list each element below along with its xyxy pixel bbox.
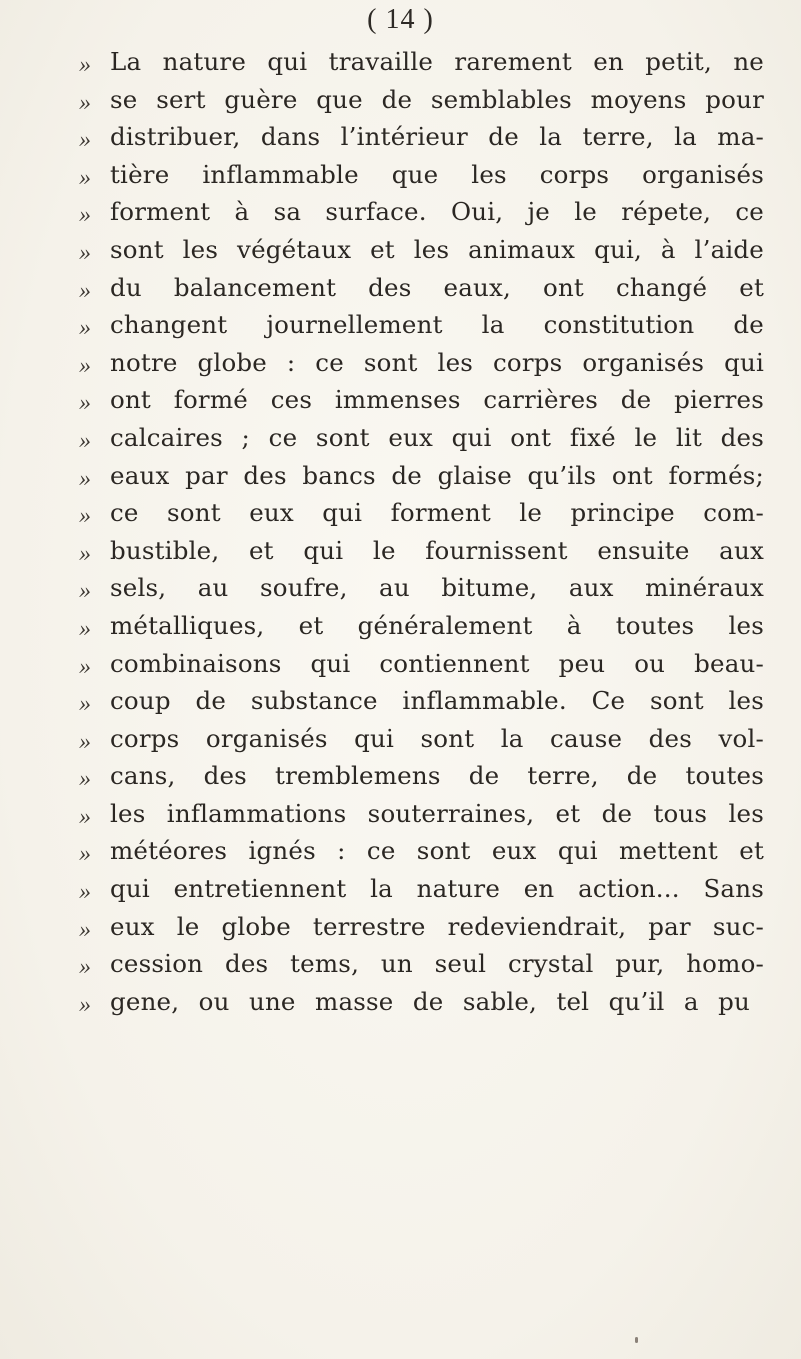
page-number: ( 14 ) xyxy=(367,4,434,35)
line-text: combinaisons qui contiennent peu ou beau- xyxy=(110,648,764,678)
quote-mark: » xyxy=(79,653,91,680)
quote-mark: » xyxy=(79,766,91,793)
quote-mark: » xyxy=(79,879,91,906)
text-line xyxy=(79,945,792,983)
line-text: eux le globe terrestre redeviendrait, par suc- xyxy=(110,911,764,941)
text-line xyxy=(79,682,792,720)
text-line xyxy=(79,419,792,457)
quote-mark: » xyxy=(79,202,91,229)
quote-mark: » xyxy=(79,277,91,304)
quote-mark: » xyxy=(79,578,91,605)
text-line xyxy=(79,156,792,194)
quote-mark: » xyxy=(79,841,91,868)
quote-mark: » xyxy=(79,615,91,642)
line-text: La nature qui travaille rarement en petit, ne xyxy=(110,47,764,76)
quote-mark: » xyxy=(79,239,91,266)
text-line xyxy=(79,494,792,532)
text-line xyxy=(79,607,792,645)
quote-mark: » xyxy=(79,540,91,567)
line-text: se sert guère que de semblables moyens pour xyxy=(110,84,764,114)
line-text: les inflammations souterraines, et de tous les xyxy=(110,798,764,828)
text-line xyxy=(79,720,792,758)
text-line xyxy=(79,795,792,833)
text-line xyxy=(79,231,792,269)
line-text: eaux par des bancs de glaise qu’ils ont formés; xyxy=(110,460,764,490)
line-text: métalliques, et généralement à toutes les xyxy=(110,610,764,640)
quote-mark: » xyxy=(79,164,91,191)
text-line xyxy=(79,306,792,344)
text-line xyxy=(79,983,792,1021)
line-text: bustible, et qui le fournissent ensuite aux xyxy=(110,535,764,565)
text-line xyxy=(79,569,792,607)
text-line xyxy=(79,832,792,870)
line-text: calcaires ; ce sont eux qui ont fixé le lit des xyxy=(110,422,764,452)
line-text: sels, au soufre, au bitume, aux minéraux xyxy=(110,573,764,603)
text-line xyxy=(79,344,792,382)
line-text: distribuer, dans l’intérieur de la terre, la ma- xyxy=(110,122,764,152)
quote-mark: » xyxy=(79,52,91,78)
line-text: changent journellement la constitution de xyxy=(110,310,764,340)
text-line xyxy=(79,908,792,946)
line-text: cans, des tremblemens de terre, de toutes xyxy=(110,761,764,791)
quote-mark: » xyxy=(79,127,91,154)
line-text: qui entretiennent la nature en action... Sans xyxy=(110,874,764,904)
line-text: tière inflammable que les corps organisés xyxy=(110,159,764,189)
text-line xyxy=(79,43,792,81)
line-text: ont formé ces immenses carrières de pierres xyxy=(110,385,764,415)
text-line xyxy=(79,269,792,307)
quote-mark: » xyxy=(79,503,91,530)
quote-mark: » xyxy=(79,465,91,492)
text-line xyxy=(79,757,792,795)
quote-mark: » xyxy=(79,954,91,981)
line-text: sont les végétaux et les animaux qui, à l’aide xyxy=(110,234,764,264)
quote-mark: » xyxy=(79,728,91,755)
line-text: coup de substance inflammable. Ce sont les xyxy=(110,686,764,716)
text-line xyxy=(79,81,792,119)
quote-mark: » xyxy=(79,803,91,830)
line-text: notre globe : ce sont les corps organisés qui xyxy=(110,347,764,377)
line-text: forment à sa surface. Oui, je le répete, ce xyxy=(110,197,764,227)
paper-speck xyxy=(635,1337,638,1343)
line-text: gene, ou une masse de sable, tel qu’il a pu xyxy=(110,986,750,1016)
text-line xyxy=(79,118,792,156)
quote-mark: » xyxy=(79,89,91,116)
text-line xyxy=(79,457,792,495)
text-line xyxy=(79,645,792,683)
quoted-paragraph xyxy=(79,43,792,1020)
line-text: corps organisés qui sont la cause des vol- xyxy=(110,723,764,753)
text-line xyxy=(79,532,792,570)
quote-mark: » xyxy=(79,991,91,1018)
quote-mark: » xyxy=(79,352,91,379)
text-line xyxy=(79,381,792,419)
quote-mark: » xyxy=(79,691,91,718)
text-line xyxy=(79,870,792,908)
line-text: météores ignés : ce sont eux qui mettent et xyxy=(110,836,764,866)
text-line xyxy=(79,193,792,231)
line-text: cession des tems, un seul crystal pur, homo- xyxy=(110,949,764,979)
quote-mark: » xyxy=(79,916,91,943)
quote-mark: » xyxy=(79,390,91,417)
line-text: du balancement des eaux, ont changé et xyxy=(110,272,764,302)
line-text: ce sont eux qui forment le principe com- xyxy=(110,498,764,528)
quote-mark: » xyxy=(79,427,91,454)
quote-mark: » xyxy=(79,315,91,342)
